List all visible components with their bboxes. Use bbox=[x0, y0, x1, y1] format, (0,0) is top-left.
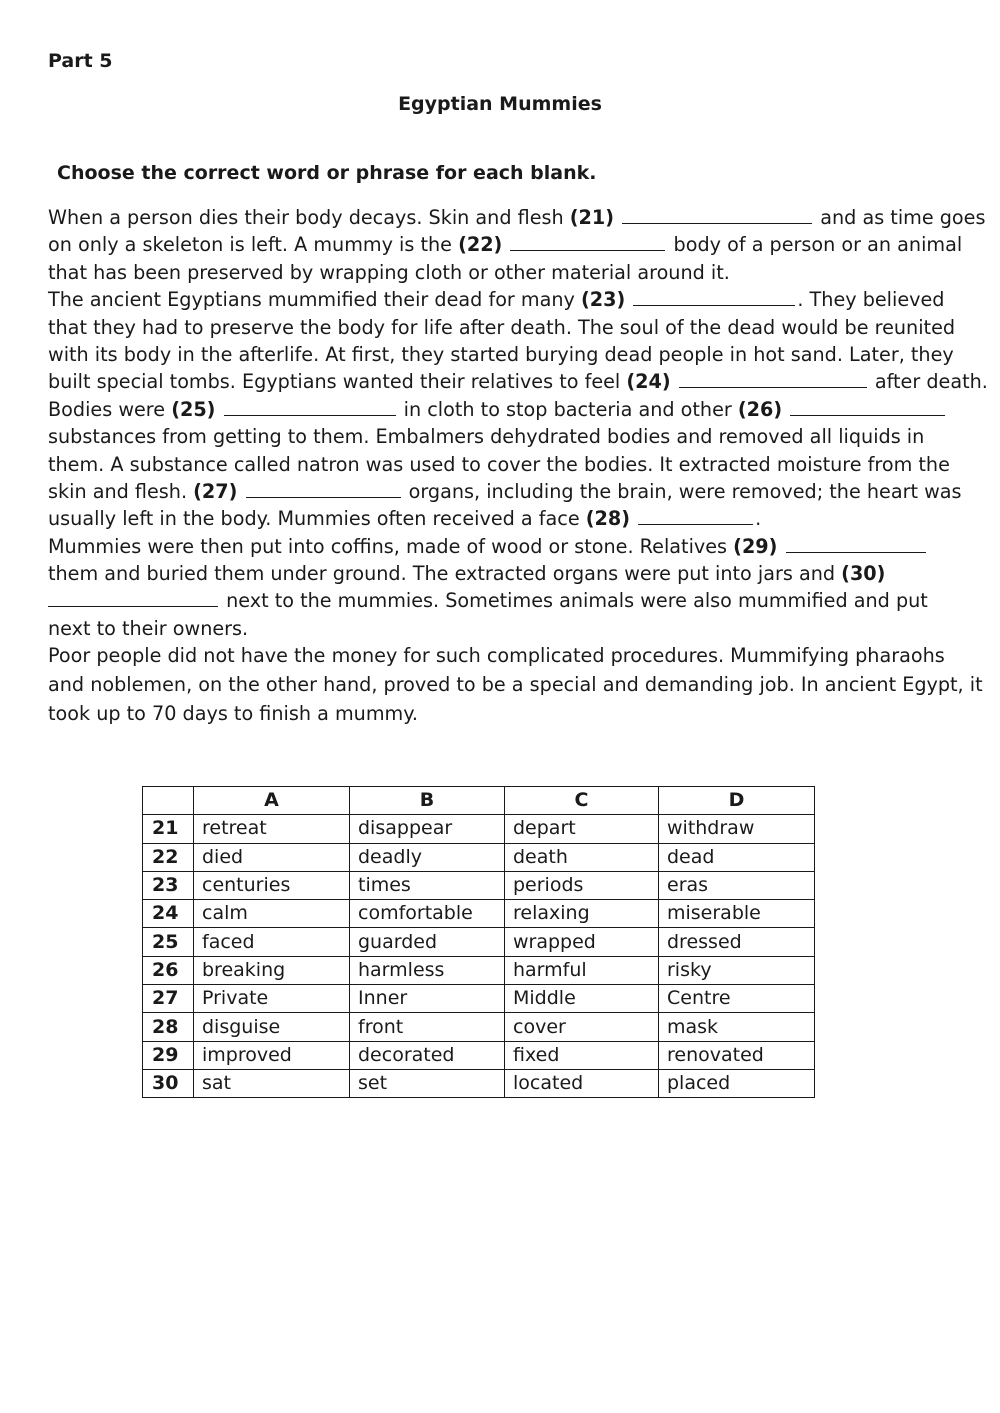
question-number: 26 bbox=[143, 956, 194, 984]
option-c[interactable]: relaxing bbox=[505, 900, 659, 928]
option-a[interactable]: calm bbox=[194, 900, 350, 928]
table-row bbox=[143, 985, 815, 1013]
option-d[interactable]: risky bbox=[659, 956, 815, 984]
blank-22[interactable] bbox=[510, 231, 665, 251]
option-d[interactable]: mask bbox=[659, 1013, 815, 1041]
option-c[interactable]: fixed bbox=[505, 1041, 659, 1069]
option-c[interactable]: wrapped bbox=[505, 928, 659, 956]
blank-21[interactable] bbox=[622, 204, 812, 224]
table-row bbox=[143, 815, 815, 843]
passage-line: and noblemen, on the other hand, proved to be a special and demanding job. In ancient Egypt, it bbox=[48, 673, 983, 697]
option-b[interactable]: disappear bbox=[350, 815, 505, 843]
passage-line: next to the mummies. Sometimes animals were also mummified and put bbox=[48, 587, 968, 614]
question-number: 24 bbox=[143, 900, 194, 928]
option-c[interactable]: periods bbox=[505, 871, 659, 899]
question-number: 25 bbox=[143, 928, 194, 956]
question-number: 27 bbox=[143, 985, 194, 1013]
blank-23[interactable] bbox=[633, 286, 795, 306]
passage-line: that they had to preserve the body for life after death. The soul of the dead would be reunited bbox=[48, 315, 956, 339]
passage-line: took up to 70 days to finish a mummy. bbox=[48, 702, 418, 726]
option-c[interactable]: cover bbox=[505, 1013, 659, 1041]
option-a[interactable]: breaking bbox=[194, 956, 350, 984]
question-number: 28 bbox=[143, 1013, 194, 1041]
passage-line: them. A substance called natron was used to cover the bodies. It extracted moisture from the bbox=[48, 452, 950, 476]
option-c[interactable]: located bbox=[505, 1069, 659, 1097]
question-number: 23 bbox=[143, 871, 194, 899]
option-b[interactable]: deadly bbox=[350, 843, 505, 871]
table-row bbox=[143, 843, 815, 871]
option-b[interactable]: harmless bbox=[350, 956, 505, 984]
option-d[interactable]: dressed bbox=[659, 928, 815, 956]
option-b[interactable]: Inner bbox=[350, 985, 505, 1013]
option-d[interactable]: dead bbox=[659, 843, 815, 871]
blank-30[interactable] bbox=[48, 587, 218, 607]
blank-25[interactable] bbox=[224, 396, 396, 416]
option-c[interactable]: harmful bbox=[505, 956, 659, 984]
blank-27[interactable] bbox=[246, 478, 401, 498]
passage-line: with its body in the afterlife. At first, they started burying dead people in hot sand. Later, they bbox=[48, 342, 954, 366]
question-number: 22 bbox=[143, 843, 194, 871]
table-row bbox=[143, 1041, 815, 1069]
option-b[interactable]: guarded bbox=[350, 928, 505, 956]
option-a[interactable]: Private bbox=[194, 985, 350, 1013]
header-cell-b: B bbox=[350, 787, 505, 815]
table-row bbox=[143, 928, 815, 956]
blank-28[interactable] bbox=[638, 505, 753, 525]
question-number: 29 bbox=[143, 1041, 194, 1069]
passage-text bbox=[48, 204, 988, 729]
option-a[interactable]: improved bbox=[194, 1041, 350, 1069]
passage-line: The ancient Egyptians mummified their dead for many (23) . They believed bbox=[48, 288, 945, 312]
option-b[interactable]: set bbox=[350, 1069, 505, 1097]
page-title: Egyptian Mummies bbox=[398, 93, 602, 115]
option-b[interactable]: front bbox=[350, 1013, 505, 1041]
option-c[interactable]: depart bbox=[505, 815, 659, 843]
option-c[interactable]: death bbox=[505, 843, 659, 871]
option-a[interactable]: died bbox=[194, 843, 350, 871]
part-label: Part 5 bbox=[48, 50, 113, 72]
option-b[interactable]: decorated bbox=[350, 1041, 505, 1069]
passage-line: that has been preserved by wrapping cloth or other material around it. bbox=[48, 260, 730, 284]
question-number: 30 bbox=[143, 1069, 194, 1097]
passage-line: substances from getting to them. Embalmers dehydrated bodies and removed all liquids in bbox=[48, 425, 925, 449]
option-b[interactable]: comfortable bbox=[350, 900, 505, 928]
table-header-row bbox=[143, 787, 815, 815]
header-cell-a: A bbox=[194, 787, 350, 815]
passage-line: When a person dies their body decays. Skin and flesh (21) and as time goes bbox=[48, 206, 986, 229]
passage-line: Mummies were then put into coffins, made of wood or stone. Relatives (29) bbox=[48, 533, 968, 560]
blank-26[interactable] bbox=[790, 396, 945, 416]
passage-line: next to their owners. bbox=[48, 616, 249, 640]
option-a[interactable]: retreat bbox=[194, 815, 350, 843]
question-number: 21 bbox=[143, 815, 194, 843]
header-cell-d: D bbox=[659, 787, 815, 815]
passage-line: usually left in the body. Mummies often received a face (28) . bbox=[48, 507, 762, 531]
option-d[interactable]: renovated bbox=[659, 1041, 815, 1069]
table-row bbox=[143, 871, 815, 899]
passage-line: Poor people did not have the money for such complicated procedures. Mummifying pharaohs bbox=[48, 644, 945, 668]
option-a[interactable]: sat bbox=[194, 1069, 350, 1097]
option-d[interactable]: Centre bbox=[659, 985, 815, 1013]
table-row bbox=[143, 1069, 815, 1097]
passage-line: built special tombs. Egyptians wanted their relatives to feel (24) after death. bbox=[48, 370, 988, 394]
passage-line: on only a skeleton is left. A mummy is the (22) body of a person or an animal bbox=[48, 233, 963, 257]
table-row bbox=[143, 1013, 815, 1041]
instruction: Choose the correct word or phrase for each blank. bbox=[57, 162, 597, 184]
answer-options-table bbox=[142, 786, 815, 1098]
option-a[interactable]: disguise bbox=[194, 1013, 350, 1041]
passage-line: them and buried them under ground. The extracted organs were put into jars and (30) bbox=[48, 562, 886, 586]
option-d[interactable]: eras bbox=[659, 871, 815, 899]
header-cell-blank bbox=[143, 787, 194, 815]
option-d[interactable]: withdraw bbox=[659, 815, 815, 843]
option-a[interactable]: centuries bbox=[194, 871, 350, 899]
blank-24[interactable] bbox=[679, 368, 867, 388]
header-cell-c: C bbox=[505, 787, 659, 815]
option-b[interactable]: times bbox=[350, 871, 505, 899]
blank-29[interactable] bbox=[786, 533, 926, 553]
table-row bbox=[143, 956, 815, 984]
option-d[interactable]: miserable bbox=[659, 900, 815, 928]
option-c[interactable]: Middle bbox=[505, 985, 659, 1013]
table-row bbox=[143, 900, 815, 928]
option-a[interactable]: faced bbox=[194, 928, 350, 956]
passage-line: skin and flesh. (27) organs, including the brain, were removed; the heart was bbox=[48, 479, 962, 503]
option-d[interactable]: placed bbox=[659, 1069, 815, 1097]
passage-line: Bodies were (25) in cloth to stop bacteria and other (26) bbox=[48, 396, 968, 423]
